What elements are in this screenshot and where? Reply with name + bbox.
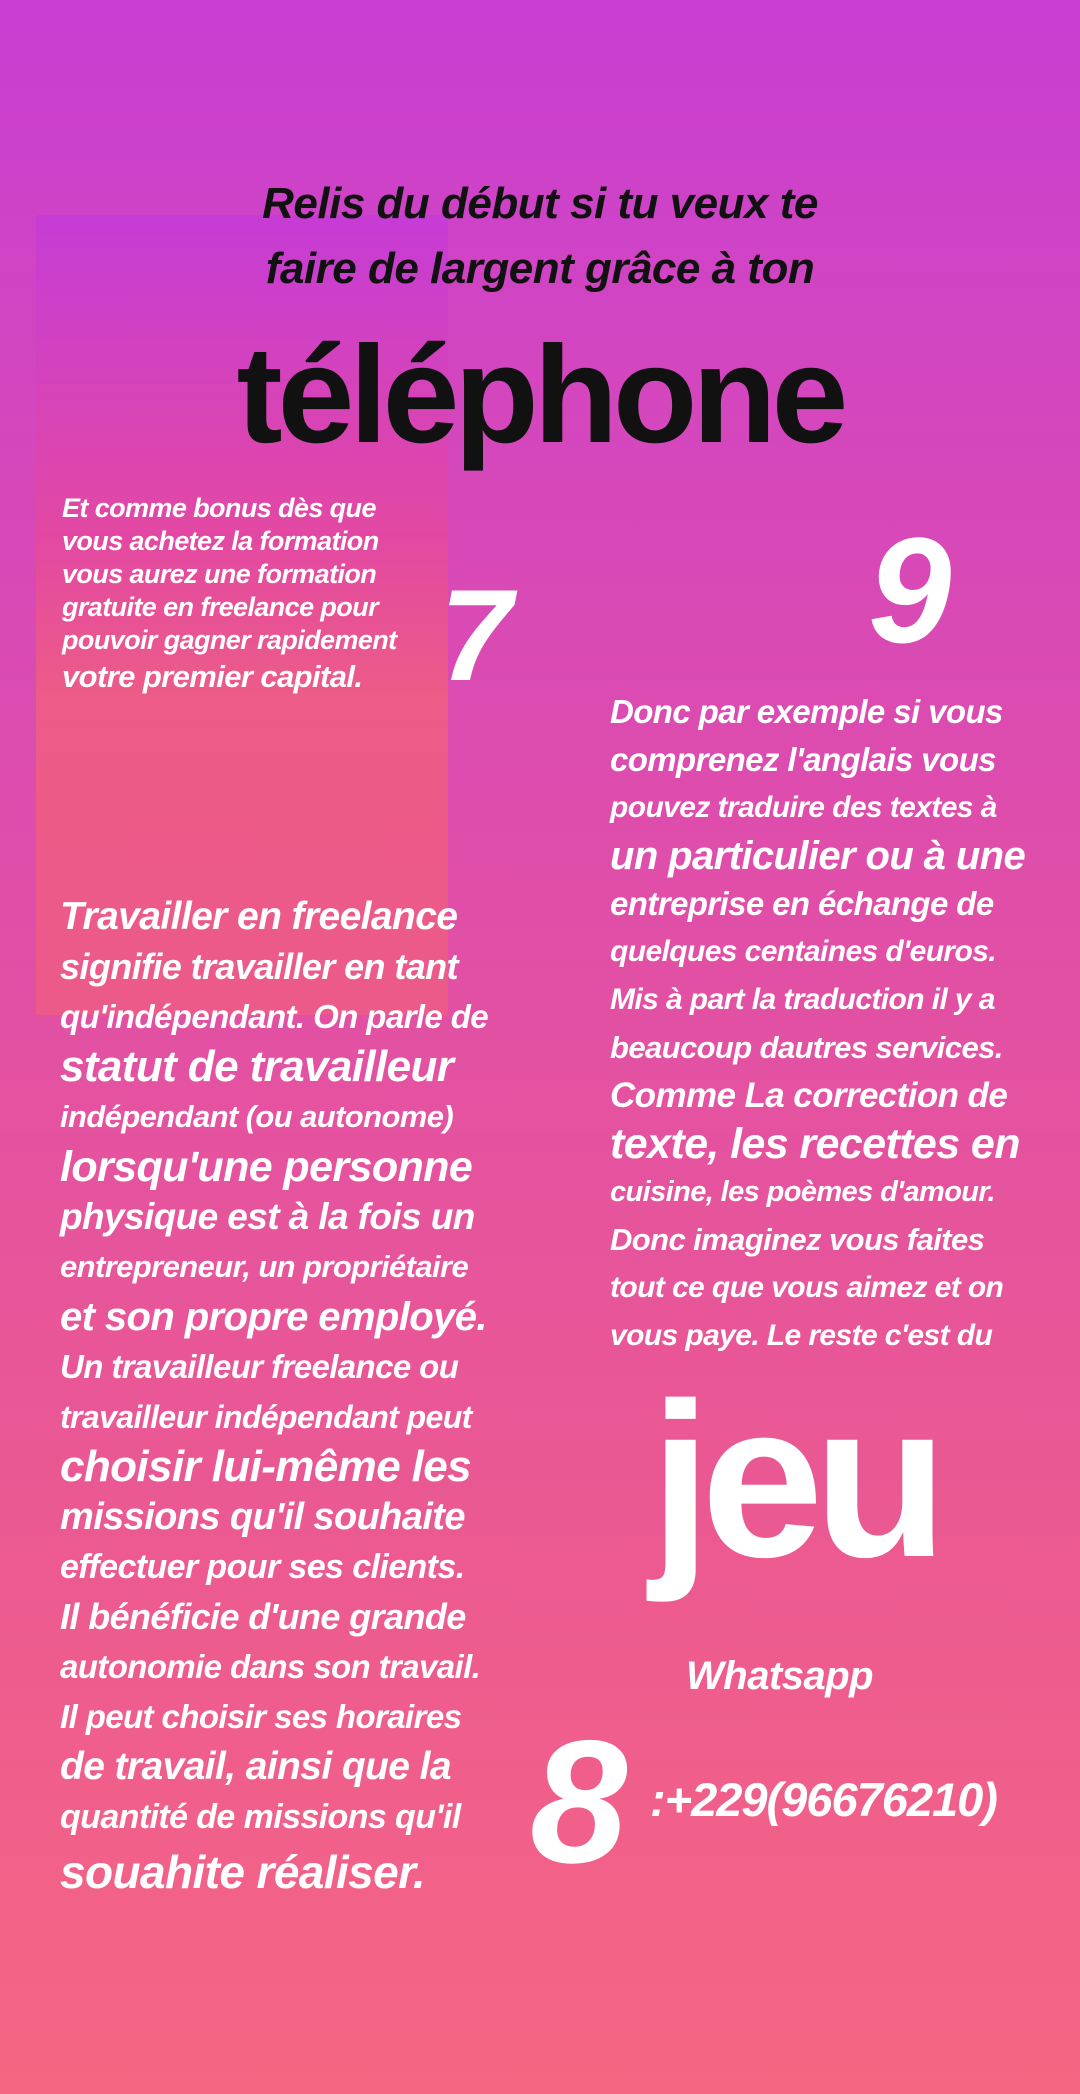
freelance-paragraph bbox=[60, 892, 488, 1902]
freelance-line: missions qu'il souhaite bbox=[60, 1496, 465, 1538]
freelance-line: Travailler en freelance bbox=[60, 895, 458, 938]
bonus-line: pouvoir gagner rapidement bbox=[62, 625, 397, 655]
freelance-line: statut de travailleur bbox=[60, 1042, 454, 1091]
bonus-line: vous achetez la formation bbox=[62, 526, 379, 556]
bonus-line: votre premier capital. bbox=[62, 659, 363, 694]
freelance-line: Il peut choisir ses horaires bbox=[60, 1698, 462, 1735]
example-line: Donc par exemple si vous bbox=[610, 693, 1003, 730]
freelance-line: autonomie dans son travail. bbox=[60, 1648, 481, 1685]
freelance-line: et son propre employé. bbox=[60, 1295, 487, 1339]
freelance-line: souahite réaliser. bbox=[60, 1846, 426, 1898]
freelance-line: qu'indépendant. On parle de bbox=[60, 998, 489, 1035]
freelance-line: choisir lui-même les bbox=[60, 1442, 472, 1491]
example-line: vous paye. Le reste c'est du bbox=[610, 1319, 993, 1352]
freelance-line: Il bénéficie d'une grande bbox=[60, 1596, 466, 1637]
freelance-line: indépendant (ou autonome) bbox=[60, 1099, 454, 1134]
freelance-line: Un travailleur freelance ou bbox=[60, 1348, 459, 1385]
example-line: pouvez traduire des textes à bbox=[610, 791, 997, 824]
freelance-line: entrepreneur, un propriétaire bbox=[60, 1249, 469, 1284]
freelance-line: effectuer pour ses clients. bbox=[60, 1548, 465, 1586]
freelance-line: physique est à la fois un bbox=[60, 1196, 475, 1237]
example-line: cuisine, les poèmes d'amour. bbox=[610, 1176, 995, 1208]
example-line: beaucoup dautres services. bbox=[610, 1030, 1003, 1065]
bonus-line: vous aurez une formation bbox=[62, 559, 377, 589]
example-line: comprenez l'anglais vous bbox=[610, 741, 996, 778]
bonus-paragraph bbox=[62, 492, 397, 697]
title-line-2: faire de largent grâce à ton bbox=[265, 244, 815, 293]
example-line: un particulier ou à une bbox=[610, 834, 1026, 878]
whatsapp-number[interactable]: :+229(96676210) bbox=[650, 1773, 997, 1826]
example-line: Donc imaginez vous faites bbox=[610, 1222, 985, 1257]
bonus-line: gratuite en freelance pour bbox=[62, 592, 378, 622]
example-line: quelques centaines d'euros. bbox=[610, 935, 997, 968]
big-word-jeu: jeu bbox=[650, 1357, 938, 1603]
bonus-line: Et comme bonus dès que bbox=[62, 493, 376, 523]
freelance-line: de travail, ainsi que la bbox=[60, 1745, 451, 1788]
number-seven: 7 bbox=[440, 562, 513, 708]
number-eight: 8 bbox=[530, 1705, 628, 1900]
freelance-line: travailleur indépendant peut bbox=[60, 1399, 472, 1435]
number-nine: 9 bbox=[868, 506, 952, 674]
freelance-line: quantité de missions qu'il bbox=[60, 1798, 461, 1836]
title-big-word: téléphone bbox=[236, 318, 844, 472]
example-line: texte, les recettes en bbox=[610, 1120, 1020, 1168]
example-line: tout ce que vous aimez et on bbox=[610, 1271, 1004, 1304]
example-line: entreprise en échange de bbox=[610, 885, 994, 922]
example-line: Comme La correction de bbox=[610, 1076, 1008, 1115]
freelance-line: signifie travailler en tant bbox=[60, 946, 458, 987]
title-line-1: Relis du début si tu veux te bbox=[262, 179, 818, 228]
whatsapp-label: Whatsapp bbox=[686, 1654, 874, 1698]
example-paragraph bbox=[610, 688, 1025, 1360]
example-line: Mis à part la traduction il y a bbox=[610, 983, 995, 1016]
freelance-line: lorsqu'une personne bbox=[60, 1143, 473, 1191]
